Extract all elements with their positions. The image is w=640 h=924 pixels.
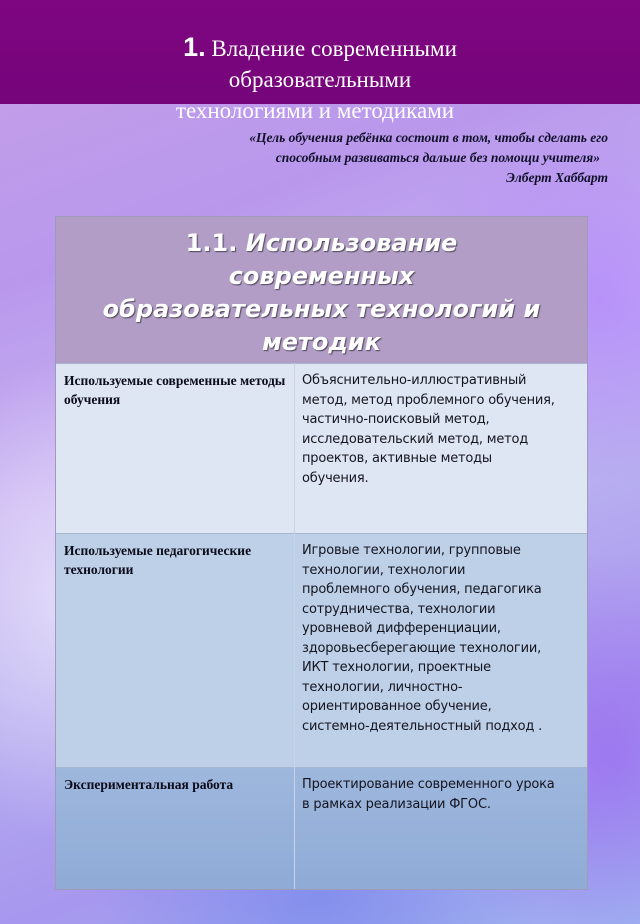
value-line: Объяснительно-иллюстративный [302,373,527,388]
value-line: метод, метод проблемного обучения, [302,392,555,408]
section-heading-line-2: современных [228,262,415,290]
value-line: здоровьесберегающие технологии, [302,640,541,656]
title-text-1: Владение современными [211,36,457,61]
value-line: сотрудничества, технологии [302,601,496,617]
value-line: проектов, активные методы [302,451,492,466]
value-line: обучения. [302,470,369,486]
methods-table-panel [55,216,588,890]
value-line: частично-поисковый метод, [302,412,490,427]
row-value [302,775,584,814]
value-line: ориентированное обучение, [302,699,492,714]
quote-line-2: способным развиваться дальше без помощи учителя» [275,150,600,165]
quote-line-1: «Цель обучения ребёнка состоит в том, чтобы сделать его [249,130,608,145]
row-divider [56,533,587,534]
row-label: Используемые современные методы обучения [64,373,286,407]
section-number: 1.1. [185,229,238,257]
value-line: системно-деятельностный подход . [302,718,543,734]
row-value [302,371,584,488]
row-value [302,541,584,736]
title-number: 1. [183,32,206,62]
section-heading-line-1 [56,227,587,260]
value-line: проблемного обучения, педагогика [302,582,542,597]
column-divider [294,533,295,767]
column-divider [294,767,295,889]
row-divider [56,767,587,768]
section-heading [56,217,587,363]
table-row [56,363,587,533]
row-label: Используемые педагогические технологии [64,543,252,577]
page-title [0,32,640,126]
epigraph-quote [140,128,608,188]
title-line-2: образовательными [228,67,412,92]
table-row [56,533,587,767]
section-title-1: Использование [245,229,458,257]
row-label: Экспериментальная работа [64,777,234,792]
value-line: уровневой дифференциации, [302,621,501,636]
quote-author: Элберт Хаббарт [506,170,608,185]
section-heading-line-4: методик [262,328,381,356]
value-line: технологии, технологии [302,562,466,578]
value-line: ИКТ технологии, проектные [302,660,491,675]
value-line: Проектирование современного урока [302,777,555,792]
table-row [56,767,587,889]
value-line: технологии, личностно- [302,679,463,695]
value-line: исследовательский метод, метод [302,431,529,447]
section-heading-line-3: образовательных технологий и [102,295,541,323]
title-line-1 [0,32,640,64]
column-divider [294,363,295,533]
value-line: Игровые технологии, групповые [302,543,521,558]
title-line-3: технологиями и методиками [175,98,455,123]
row-divider [56,363,587,364]
value-line: в рамках реализации ФГОС. [302,796,491,812]
